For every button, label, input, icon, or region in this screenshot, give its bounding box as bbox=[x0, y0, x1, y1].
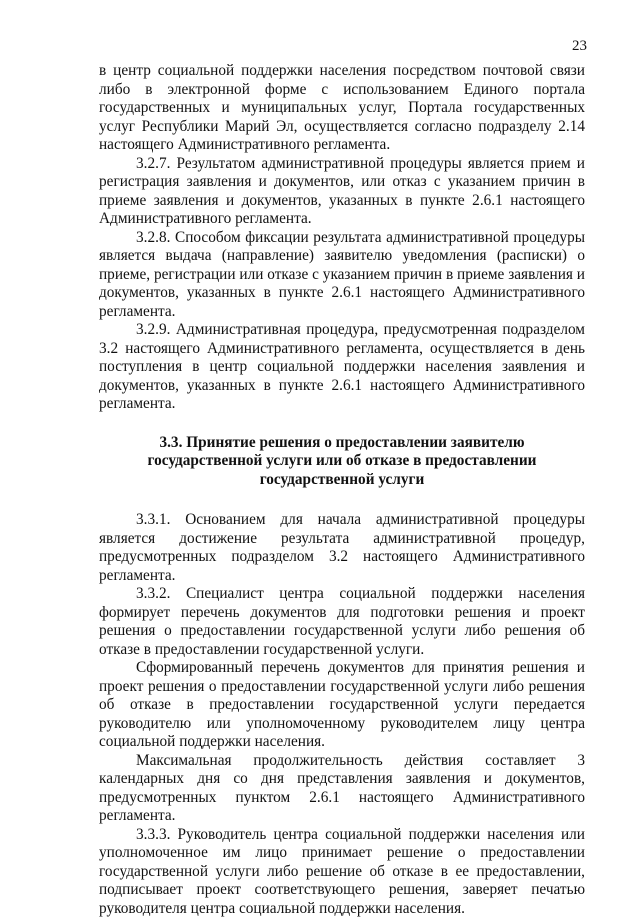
paragraph-intro-continuation: в центр социальной поддержки населения посредством почтовой связи либо в электронной форме с использованием Единого портала государственных и муниципальных услуг, Портала государственных услуг Республики Марий Эл, осуществляется согласно подразделу 2.14 настоящего Административного регламента. bbox=[99, 62, 585, 155]
paragraph-3-3-3: 3.3.3. Руководитель центра социальной поддержки населения или уполномоченное им лицо принимает решение о предоставлении государственной услуги либо решение об отказе в ее предоставлении, подписывает проект соответствующего решения, заверяет печатью руководителя центра социальной поддержки населения. bbox=[99, 826, 585, 918]
section-heading-line-3: государственной услуги bbox=[99, 471, 585, 490]
section-heading-line-2: государственной услуги или об отказе в предоставлении bbox=[99, 452, 585, 471]
paragraph-3-3-1: 3.3.1. Основанием для начала административной процедуры является достижение результата административной процедур, предусмотренных подразделом 3.2 настоящего Административного регламента. bbox=[99, 511, 585, 585]
paragraph-3-2-9: 3.2.9. Административная процедура, предусмотренная подразделом 3.2 настоящего Административного регламента, осуществляется в день поступления в центр социальной поддержки населения заявления и документов, указанных в пункте 2.6.1 настоящего Административного регламента. bbox=[99, 321, 585, 414]
paragraph-max-duration: Максимальная продолжительность действия составляет 3 календарных дня со дня представления заявления и документов, предусмотренных пунктом 2.6.1 настоящего Административного регламента. bbox=[99, 752, 585, 826]
paragraph-3-2-7: 3.2.7. Результатом административной процедуры является прием и регистрация заявления и документов, или отказ с указанием причин в приеме заявления и документов, указанных в пункте 2.6.1 настоящего Административного регламента. bbox=[99, 155, 585, 229]
page-body bbox=[99, 62, 585, 918]
section-heading-line-1: 3.3. Принятие решения о предоставлении заявителю bbox=[99, 434, 585, 453]
paragraph-3-2-8: 3.2.8. Способом фиксации результата административной процедуры является выдача (направление) заявителю уведомления (расписки) о приеме, регистрации или отказе с указанием причин в приеме заявления и документов, указанных в пункте 2.6.1 настоящего Административного регламента. bbox=[99, 229, 585, 322]
paragraph-3-3-2: 3.3.2. Специалист центра социальной поддержки населения формирует перечень документов для подготовки решения и проект решения о предоставлении государственной услуги либо решения об отказе в предоставлении государственной услуги. bbox=[99, 585, 585, 659]
paragraph-document-list: Сформированный перечень документов для принятия решения и проект решения о предоставлении государственной услуги либо решения об отказе в предоставлении государственной услуги передается руководителю или уполномоченному руководителем лицу центра социальной поддержки населения. bbox=[99, 659, 585, 752]
section-heading-3-3 bbox=[99, 434, 585, 490]
page-number: 23 bbox=[572, 37, 587, 55]
